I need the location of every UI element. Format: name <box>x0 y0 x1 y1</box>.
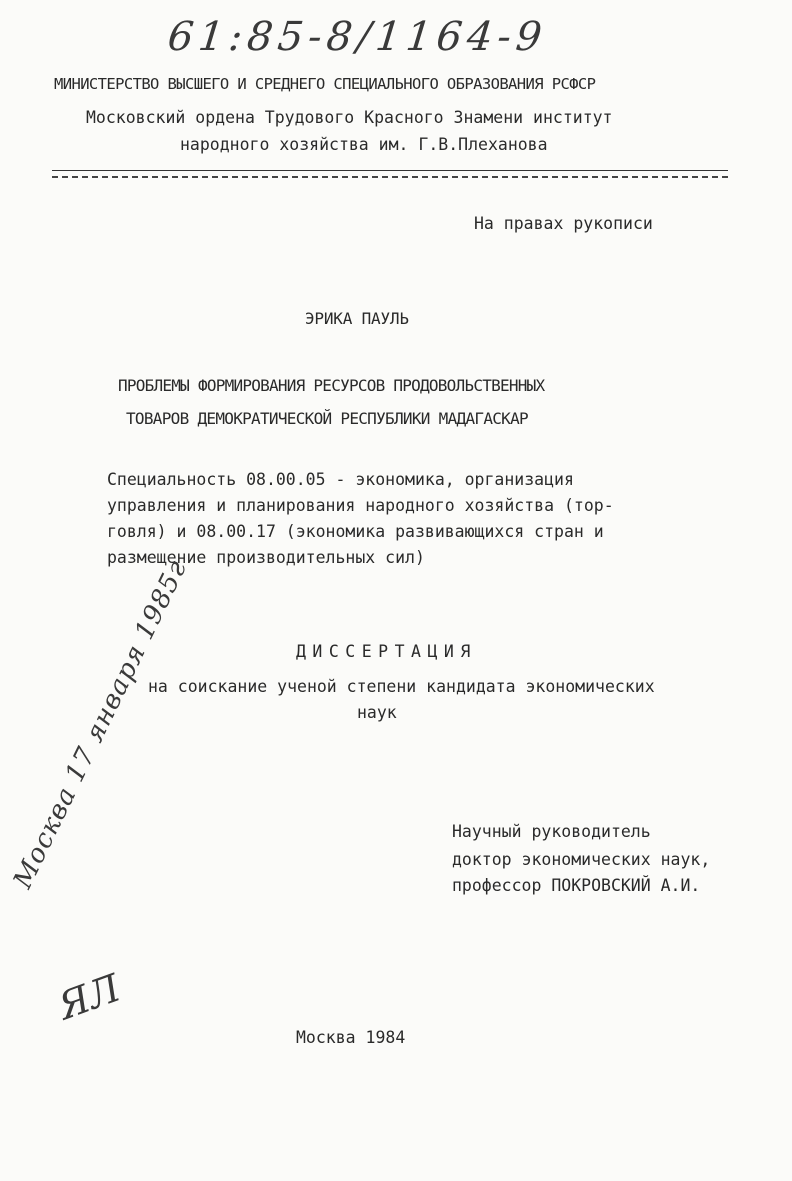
specialty-line-2: управления и планирования народного хозяйства (тор- <box>107 496 614 515</box>
supervisor-line-3: профессор ПОКРОВСКИЙ А.И. <box>452 876 701 895</box>
author-name: ЭРИКА ПАУЛЬ <box>305 309 409 328</box>
place-year: Москва 1984 <box>296 1028 406 1047</box>
handwritten-signature: ЯЛ <box>52 965 127 1029</box>
specialty-line-4: размещение производительных сил) <box>107 548 425 567</box>
dissertation-line-1: на соискание ученой степени кандидата экономических <box>148 677 655 696</box>
handwritten-catalog-number: 61:85-8/1164-9 <box>165 14 549 60</box>
title-line-2: ТОВАРОВ ДЕМОКРАТИЧЕСКОЙ РЕСПУБЛИКИ МАДАГАСКАР <box>126 409 528 428</box>
rights-note: На правах рукописи <box>474 214 653 233</box>
specialty-line-1: Специальность 08.00.05 - экономика, организация <box>107 470 574 489</box>
header-rule-bottom <box>52 176 728 178</box>
supervisor-line-1: Научный руководитель <box>452 822 651 841</box>
specialty-line-3: говля) и 08.00.17 (экономика развивающихся стран и <box>107 522 604 541</box>
supervisor-line-2: доктор экономических наук, <box>452 850 711 869</box>
dissertation-line-2: наук <box>357 703 397 722</box>
handwritten-margin-note: Москва 17 января 1985г <box>8 555 194 894</box>
institute-line-1: Московский ордена Трудового Красного Знамени институт <box>86 108 613 127</box>
dissertation-heading: ДИССЕРТАЦИЯ <box>296 642 477 661</box>
title-line-1: ПРОБЛЕМЫ ФОРМИРОВАНИЯ РЕСУРСОВ ПРОДОВОЛЬСТВЕННЫХ <box>118 376 545 395</box>
ministry-line: МИНИСТЕРСТВО ВЫСШЕГО И СРЕДНЕГО СПЕЦИАЛЬНОГО ОБРАЗОВАНИЯ РСФСР <box>54 75 596 93</box>
institute-line-2: народного хозяйства им. Г.В.Плеханова <box>180 135 548 154</box>
header-rule-top <box>52 170 728 171</box>
